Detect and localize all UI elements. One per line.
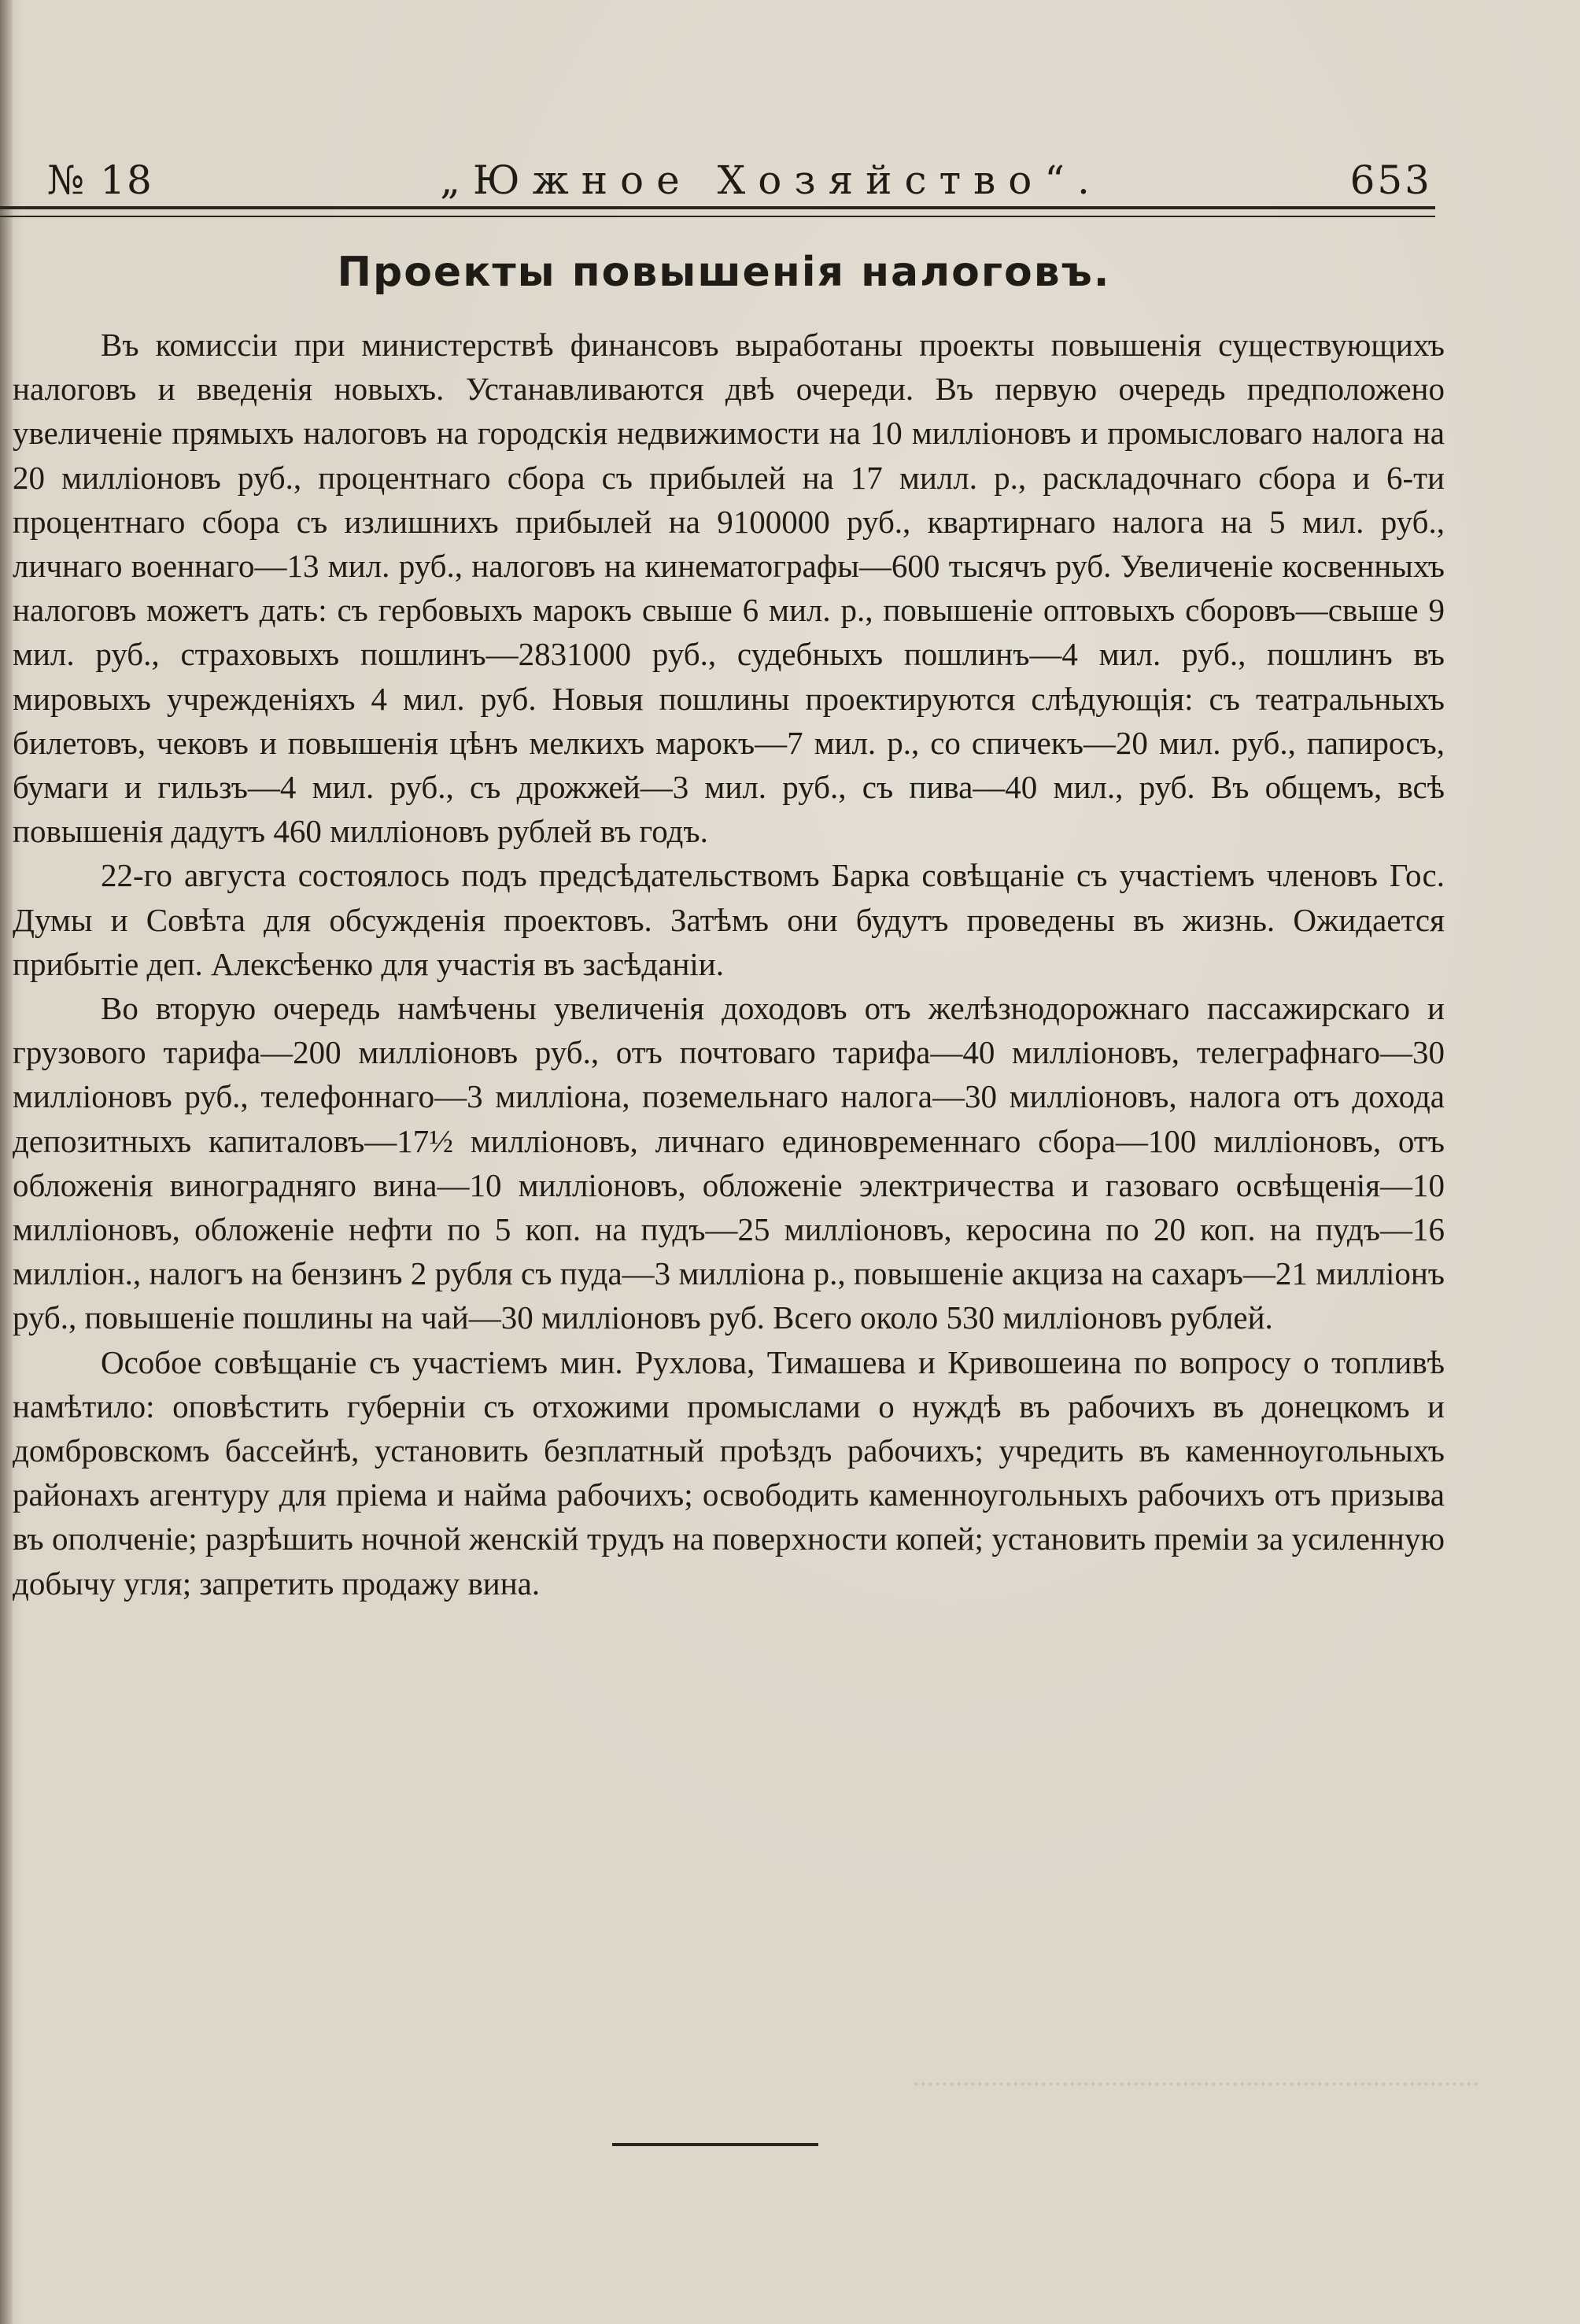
paragraph-2: 22-го августа состоялось подъ предсѣдательствомъ Барка совѣщаніе съ участіемъ членовъ Гос. Думы и Совѣта для обсужденія проектовъ. Затѣмъ они будутъ проведены въ жизнь. Ожидается прибытіе деп. Алексѣенко для участія въ засѣданіи.: [13, 857, 1445, 982]
paragraph-3: Во вторую очередь намѣчены увеличенія доходовъ отъ желѣзнодорожнаго пассажирскаго и грузового тарифа—200 милліоновъ руб., отъ почтоваго тарифа—40 милліоновъ, телеграфнаго—30 милліоновъ руб., телефоннаго—3 милліона, поземельнаго налога—30 милліоновъ, налога отъ дохода депозитныхъ капиталовъ—17½ милліоновъ, личнаго единовременнаго сбора—100 милліоновъ, отъ обложенія виноградняго вина—10 милліоновъ, обложеніе электричества и газоваго освѣщенія—10 милліоновъ, обложеніе нефти по 5 коп. на пудъ—25 милліоновъ, керосина по 20 коп. на пудъ—16 милліон., налогъ на бензинъ 2 рубля съ пуда—3 милліона р., повышеніе акциза на сахаръ—21 милліонъ руб., повышеніе пошлины на чай—30 милліоновъ руб. Всего около 530 милліоновъ рублей.: [13, 990, 1445, 1336]
bleed-through-texture: ................................................................................: [913, 2060, 1479, 2092]
article-title: Проекты повышенія налоговъ.: [337, 249, 1111, 296]
page-number: 653: [1349, 157, 1432, 203]
issue-number: № 18: [47, 157, 153, 203]
end-divider-rule: [612, 2143, 818, 2146]
article-body: [13, 323, 1445, 1605]
paragraph-1: Въ комиссіи при министерствѣ финансовъ выработаны проекты повышенія существующихъ налоговъ и введенія новыхъ. Устанавливаются двѣ очереди. Въ первую очередь предположено увеличеніе прямыхъ налоговъ на городскія недвижимости на 10 милліоновъ и промысловаго налога на 20 милліоновъ руб., процентнаго сбора съ прибылей на 17 милл. р., раскладочнаго сбора и 6-ти процентнаго сбора съ излишнихъ прибылей на 9100000 руб., квартирнаго налога на 5 мил. руб., личнаго военнаго—13 мил. руб., налоговъ на кинематографы—600 тысячъ руб. Увеличеніе косвенныхъ налоговъ можетъ дать: съ гербовыхъ марокъ свыше 6 мил. р., повышеніе оптовыхъ сборовъ—свыше 9 мил. руб., страховыхъ пошлинъ—2831000 руб., судебныхъ пошлинъ—4 мил. руб., пошлинъ въ мировыхъ учрежденіяхъ 4 мил. руб. Новыя пошлины проектируются слѣдующія: съ театральныхъ билетовъ, чековъ и повышенія цѣнъ мелкихъ марокъ—7 мил. р., со спичекъ—20 мил. руб., папиросъ, бумаги и гильзъ—4 мил. руб., съ дрожжей—3 мил. руб., съ пива—40 мил., руб. Въ общемъ, всѣ повышенія дадутъ 460 милліоновъ рублей въ годъ.: [13, 327, 1445, 850]
page-header: [47, 148, 1432, 203]
page-binding-edge: [0, 0, 13, 2324]
journal-title: „Южное Хозяйство“.: [440, 157, 1102, 203]
header-rule-thin: [0, 216, 1435, 217]
paragraph-4: Особое совѣщаніе съ участіемъ мин. Рухлова, Тимашева и Кривошеина по вопросу о топливѣ намѣтило: оповѣстить губерніи съ отхожими промыслами о нуждѣ въ рабочихъ въ донецкомъ и домбровскомъ бассейнѣ, установить безплатный проѣздъ рабочихъ; учредить въ каменноугольныхъ районахъ агентуру для пріема и найма рабочихъ; освободить каменноугольныхъ рабочихъ отъ призыва въ ополченіе; разрѣшить ночной женскій трудъ на поверхности копей; установить преміи за усиленную добычу угля; запретить продажу вина.: [13, 1343, 1445, 1602]
header-rule-thick: [0, 206, 1435, 209]
